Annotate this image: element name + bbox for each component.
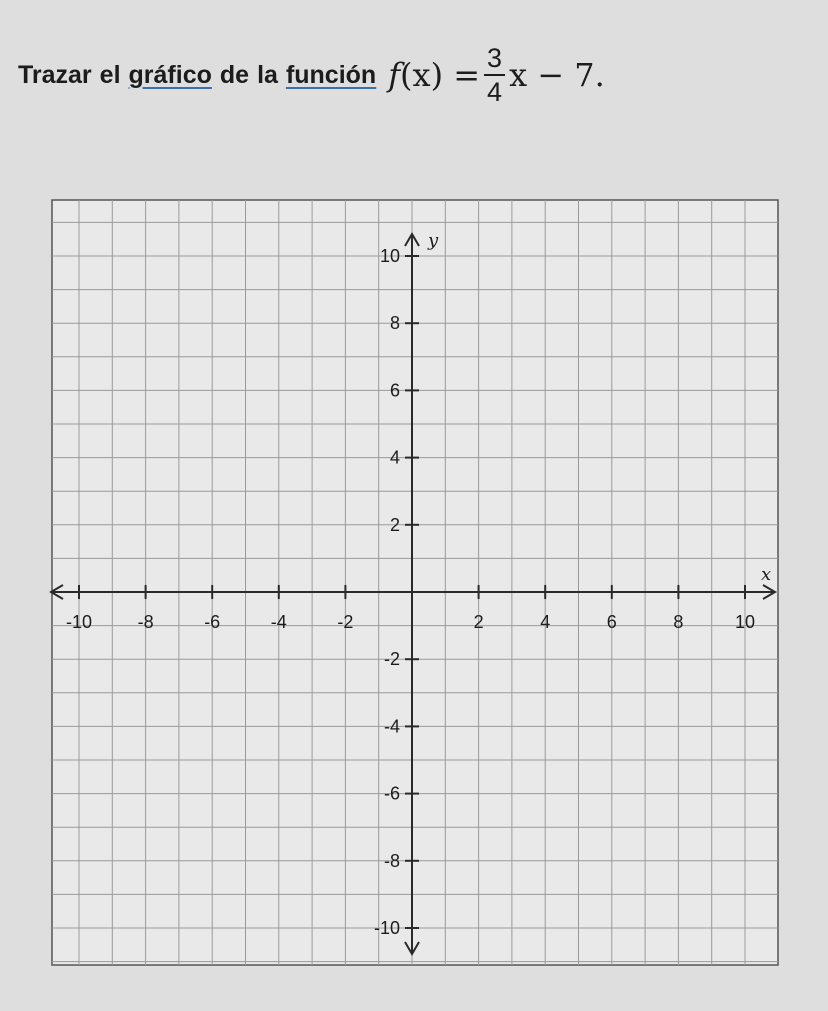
link-funcion[interactable]: función (285, 60, 377, 89)
y-tick-label: 6 (389, 380, 400, 401)
function-argument: (x) = (400, 56, 481, 94)
y-axis-label: y (428, 230, 439, 251)
link-grafico[interactable]: gráfico (128, 60, 212, 89)
x-tick-label: 4 (540, 612, 551, 632)
x-axis-label: x (761, 564, 772, 585)
function-name: f (388, 56, 401, 94)
y-tick-label: -8 (383, 850, 400, 871)
x-tick-label: -2 (337, 612, 354, 632)
x-tick-label: -4 (270, 612, 287, 632)
problem-word: el (99, 60, 121, 89)
problem-word: la (257, 60, 278, 89)
y-tick-label: -6 (383, 783, 400, 804)
problem-word: de (219, 60, 250, 89)
y-tick-label: 10 (379, 246, 400, 266)
x-tick-label: -8 (137, 612, 154, 632)
y-tick-label: 2 (389, 514, 400, 535)
fraction-denominator: 4 (487, 77, 503, 107)
x-tick-label: 2 (473, 612, 484, 632)
y-tick-label: 8 (389, 313, 400, 334)
function-tail: x − 7. (509, 56, 605, 94)
x-tick-label: 8 (673, 612, 684, 632)
problem-word: Trazar (18, 60, 92, 89)
x-tick-label: -6 (204, 612, 221, 632)
y-tick-label: -4 (383, 716, 400, 737)
x-tick-label: 6 (606, 612, 617, 632)
fraction-numerator: 3 (484, 42, 505, 76)
x-tick-label: 10 (734, 612, 756, 632)
grid-background (52, 200, 778, 965)
y-tick-label: -2 (383, 649, 400, 670)
x-tick-label: -10 (65, 612, 93, 632)
y-tick-label: 4 (389, 447, 400, 468)
y-tick-label: -10 (373, 918, 400, 938)
